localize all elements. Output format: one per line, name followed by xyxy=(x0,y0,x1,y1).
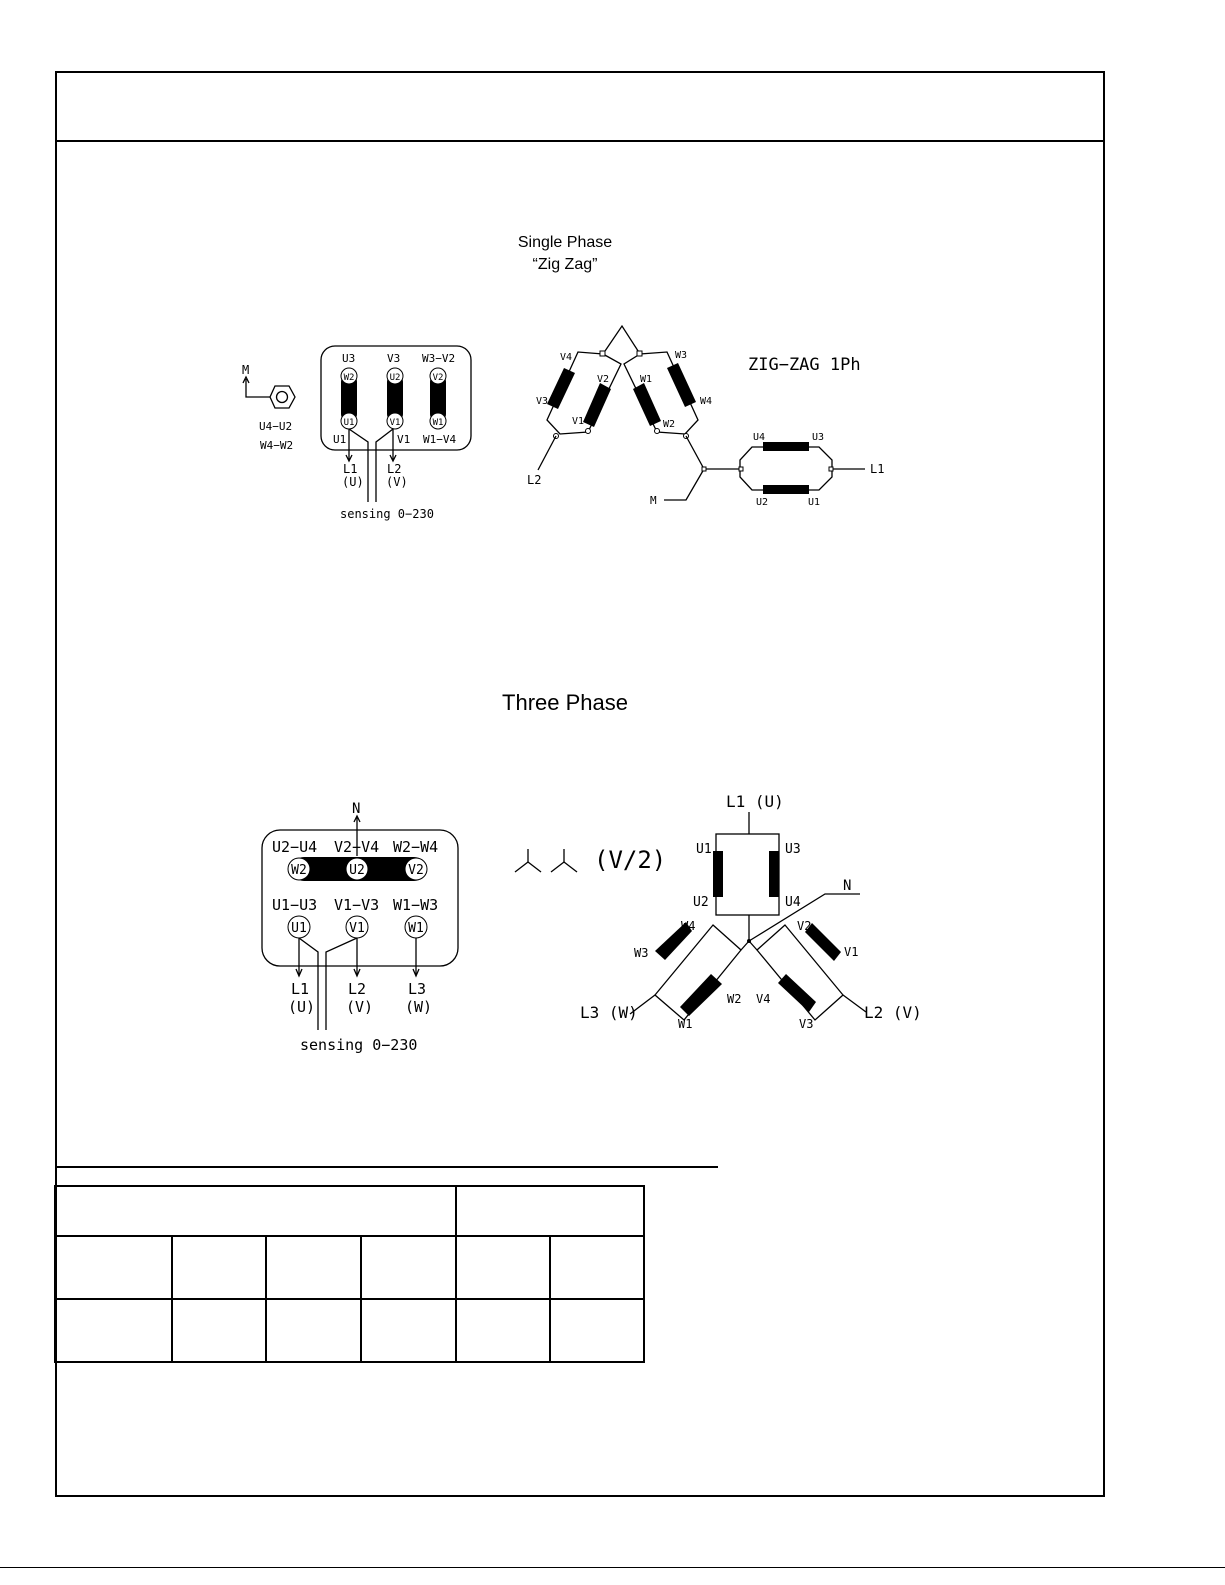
l3-label: L3 (W) xyxy=(580,1003,638,1022)
neutral-line xyxy=(749,894,860,941)
neutral-nut-icon xyxy=(243,377,295,408)
title-cell-side xyxy=(456,1186,644,1236)
cell xyxy=(172,1299,266,1362)
sensing-label: sensing 0−230 xyxy=(340,507,434,521)
bottom-label-1: U1 xyxy=(333,433,347,446)
l1-label: L1 (U) xyxy=(726,792,784,811)
u-label-u1: U1 xyxy=(696,842,712,857)
v-label-v3: V3 xyxy=(799,1017,814,1031)
neutral-note-1: U4−U2 xyxy=(259,420,293,433)
single-phase-terminal-box xyxy=(242,346,471,521)
mid-label-3ph-1: U1−U3 xyxy=(272,896,318,914)
stud-top-3 xyxy=(430,368,446,384)
neutral-label-schematic: N xyxy=(843,878,852,894)
coil-label-v3: V3 xyxy=(536,396,549,407)
bottom-edge-rule xyxy=(0,1567,1225,1568)
svg-text:W1: W1 xyxy=(408,921,424,936)
w-label-w1: W1 xyxy=(678,1017,693,1031)
coil-label-w4: W4 xyxy=(700,396,713,407)
coil-label-u3: U3 xyxy=(812,432,825,443)
cell xyxy=(361,1299,456,1362)
cell xyxy=(456,1236,550,1299)
v-label-v4: V4 xyxy=(756,992,771,1006)
coil-label-w2: W2 xyxy=(663,419,676,430)
svg-text:W2: W2 xyxy=(343,373,355,383)
cell xyxy=(266,1236,360,1299)
top-label-3: W3−V2 xyxy=(422,352,456,365)
title-cell-main xyxy=(55,1186,456,1236)
connection-label: (V/2) xyxy=(594,846,667,874)
output-3ph-l1-phase: (U) xyxy=(288,998,316,1016)
stud-bottom-1 xyxy=(341,413,357,429)
coil-label-w1: W1 xyxy=(640,374,653,385)
output-3ph-l3-line: L3 xyxy=(408,980,427,998)
coil-label-u1: U1 xyxy=(808,497,821,508)
stud-3ph-top-2 xyxy=(346,858,368,880)
svg-text:W1: W1 xyxy=(432,418,444,428)
cell xyxy=(55,1299,172,1362)
bottom-label-2: V1 xyxy=(397,433,411,446)
w-label-w2: W2 xyxy=(727,992,742,1006)
svg-text:V2: V2 xyxy=(408,863,424,878)
mid-label-3ph-3: W1−W3 xyxy=(393,896,439,914)
stud-3ph-bottom-1 xyxy=(288,916,310,938)
stud-bottom-2 xyxy=(387,413,403,429)
w-label-w3: W3 xyxy=(634,946,649,960)
coil-label-v1: V1 xyxy=(572,416,585,427)
output-l1-line: L1 xyxy=(343,462,358,476)
neutral-label-3ph: N xyxy=(352,801,361,817)
single-phase-title-line2: “Zig Zag” xyxy=(532,256,598,273)
svg-text:U2: U2 xyxy=(349,863,365,878)
cell xyxy=(550,1299,644,1362)
u-label-u3: U3 xyxy=(785,842,801,857)
stud-bottom-3 xyxy=(430,413,446,429)
table-top-rule xyxy=(55,1166,718,1168)
svg-text:V1: V1 xyxy=(389,418,401,428)
svg-text:V2: V2 xyxy=(432,373,444,383)
line-label-l1: L1 xyxy=(870,462,885,476)
v-winding-group xyxy=(538,351,621,470)
top-label-3ph-1: U2−U4 xyxy=(272,838,318,856)
svg-text:U1: U1 xyxy=(343,418,355,428)
sensing-label-3ph: sensing 0−230 xyxy=(300,1036,418,1054)
output-3ph-l2-line: L2 xyxy=(348,980,367,998)
top-label-3ph-2: V2−V4 xyxy=(334,838,380,856)
u-label-u2: U2 xyxy=(693,895,709,910)
coil-label-u2: U2 xyxy=(756,497,769,508)
neutral-note-2: W4−W2 xyxy=(260,439,294,452)
three-phase-terminal-box xyxy=(262,801,458,1054)
zigzag-schematic xyxy=(527,326,884,508)
line-label-l2: L2 xyxy=(527,473,542,487)
cell xyxy=(172,1236,266,1299)
output-l1-phase: (U) xyxy=(342,475,364,489)
output-3ph-l3-phase: (W) xyxy=(405,998,433,1016)
top-label-3ph-3: W2−W4 xyxy=(393,838,439,856)
svg-text:W2: W2 xyxy=(291,863,307,878)
mid-label-3ph-2: V1−V3 xyxy=(334,896,380,914)
svg-text:U2: U2 xyxy=(389,373,401,383)
coil-label-v2: V2 xyxy=(597,374,610,385)
bottom-label-3: W1−V4 xyxy=(423,433,457,446)
cell xyxy=(266,1299,360,1362)
stud-3ph-top-3 xyxy=(405,858,427,880)
output-3ph-l1-line: L1 xyxy=(291,980,310,998)
single-phase-title-line1: Single Phase xyxy=(517,234,613,251)
l2-label: L2 (V) xyxy=(864,1003,922,1022)
output-l2-phase: (V) xyxy=(386,475,408,489)
line-label-m: M xyxy=(650,494,657,507)
stud-3ph-bottom-2 xyxy=(346,916,368,938)
neutral-label: M xyxy=(242,363,250,377)
output-l2-line: L2 xyxy=(387,462,402,476)
stud-top-1 xyxy=(341,368,357,384)
coil-label-w3: W3 xyxy=(675,350,688,361)
top-label-1: U3 xyxy=(342,352,356,365)
cell xyxy=(55,1236,172,1299)
w-winding-group xyxy=(624,351,698,439)
u-coil-2 xyxy=(769,851,779,897)
u-coil-1 xyxy=(713,851,723,897)
cell xyxy=(456,1299,550,1362)
stud-top-2 xyxy=(387,368,403,384)
zigzag-title: ZIG−ZAG 1Ph xyxy=(748,355,861,375)
stud-3ph-top-1 xyxy=(288,858,310,880)
cell xyxy=(550,1236,644,1299)
top-label-2: V3 xyxy=(387,352,401,365)
double-wye-schematic xyxy=(515,792,922,1031)
v-label-v1: V1 xyxy=(844,945,859,959)
svg-text:U1: U1 xyxy=(291,921,307,936)
v-label-v2: V2 xyxy=(797,919,812,933)
w-label-w4: W4 xyxy=(681,919,696,933)
double-wye-symbol-icon xyxy=(515,849,577,872)
stud-3ph-bottom-3 xyxy=(405,916,427,938)
coil-label-v4: V4 xyxy=(560,352,573,363)
three-phase-title: Three Phase xyxy=(502,690,628,715)
u-winding-group xyxy=(739,442,865,494)
svg-text:V1: V1 xyxy=(349,921,365,936)
cell xyxy=(361,1236,456,1299)
u-label-u4: U4 xyxy=(785,895,801,910)
title-block-table xyxy=(54,1185,645,1363)
output-3ph-l2-phase: (V) xyxy=(346,998,374,1016)
coil-label-u4: U4 xyxy=(753,432,766,443)
